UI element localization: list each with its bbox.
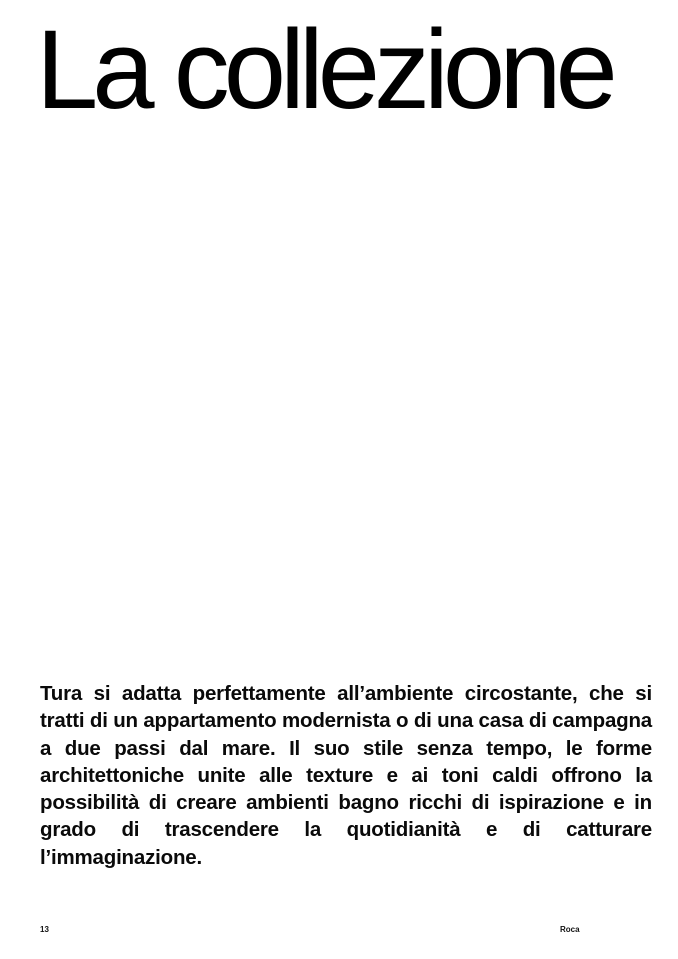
page-title: La collezione	[36, 7, 612, 132]
footer-brand: Roca	[560, 925, 580, 934]
page-number: 13	[40, 925, 49, 934]
body-paragraph: Tura si adatta perfettamente all’ambiente circostante, che si tratti di un appartamento modernista o di una casa di campagna a due passi dal mare. Il suo stile senza tempo, le forme architettoniche unite alle texture e ai toni caldi offrono la possibilità di creare ambienti bagno ricchi di ispirazione e in grado di trascendere la quotidianità e di catturare l’immaginazione.	[40, 682, 652, 869]
